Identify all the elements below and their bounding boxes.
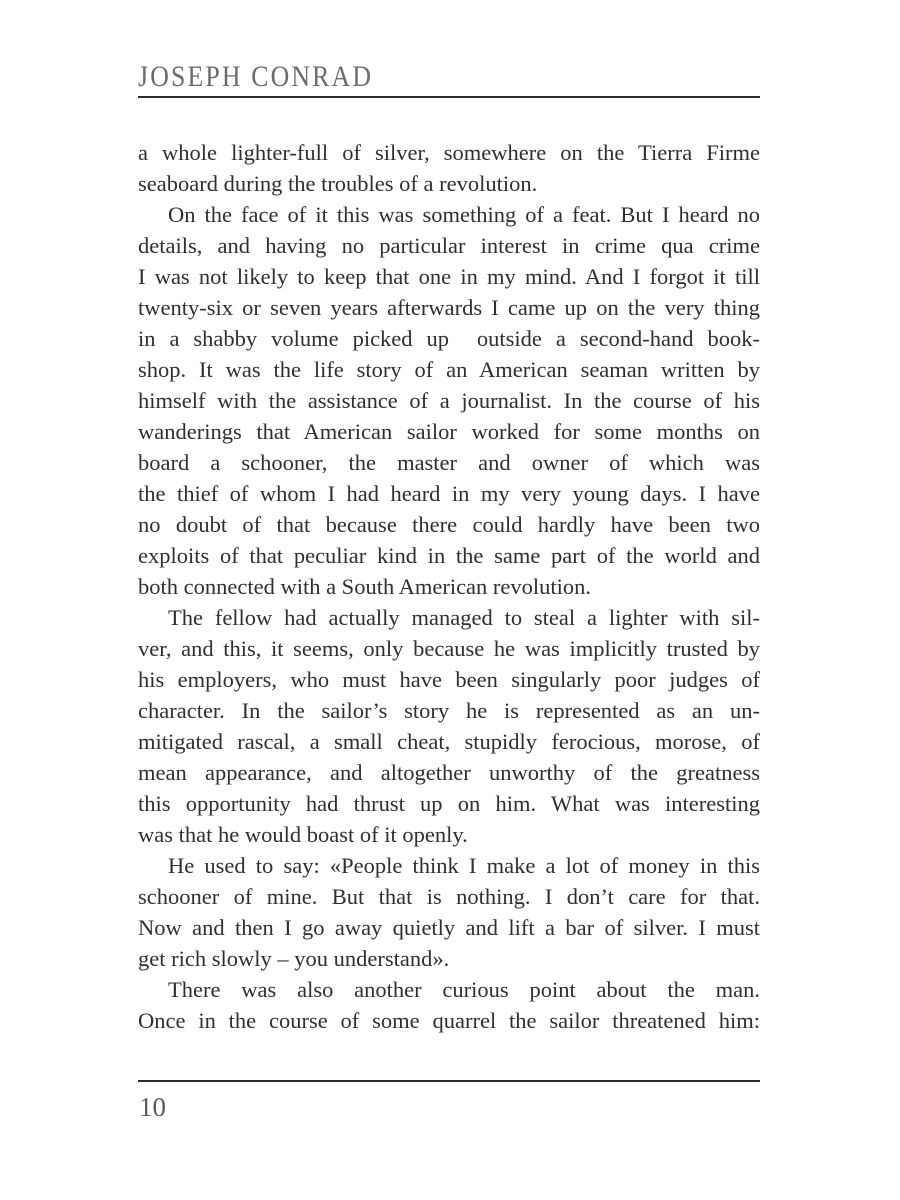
text-line: exploits of that peculiar kind in the same part of the world and [138, 543, 760, 568]
text-line: character. In the sailor’s story he is represented as an un- [138, 698, 760, 723]
text-line: There was also another curious point about the man. [168, 977, 760, 1002]
text-line: Now and then I go away quietly and lift a bar of silver. I must [138, 915, 760, 940]
page-number: 10 [139, 1092, 166, 1122]
text-line: shop. It was the life story of an American seaman written by [138, 357, 760, 382]
text-line: himself with the assistance of a journalist. In the course of his [138, 388, 760, 413]
text-line: Once in the course of some quarrel the sailor threatened him: [138, 1008, 760, 1033]
text-line: his employers, who must have been singularly poor judges of [138, 667, 760, 692]
page-text [138, 137, 760, 1036]
text-line: On the face of it this was something of a feat. But I heard no [168, 202, 760, 227]
text-line: wanderings that American sailor worked for some months on [138, 419, 760, 444]
footer-rule [138, 1080, 760, 1082]
text-line: get rich slowly – you understand». [138, 946, 450, 971]
author-name: JOSEPH CONRAD [138, 60, 374, 93]
text-line: both connected with a South American revolution. [138, 574, 592, 599]
text-line: a whole lighter-full of silver, somewhere on the Tierra Firme [138, 140, 760, 165]
text-line: mitigated rascal, a small cheat, stupidly ferocious, morose, of [138, 729, 760, 754]
running-header [138, 60, 760, 94]
text-line: the thief of whom I had heard in my very young days. I have [138, 481, 760, 506]
text-line: details, and having no particular interest in crime qua crime [138, 233, 760, 258]
text-line: board a schooner, the master and owner of which was [138, 450, 760, 475]
text-line: He used to say: «People think I make a lot of money in this [168, 853, 760, 878]
text-line: I was not likely to keep that one in my mind. And I forgot it till [138, 264, 760, 289]
text-line: schooner of mine. But that is nothing. I don’t care for that. [138, 884, 760, 909]
text-line: The fellow had actually managed to steal a lighter with sil- [168, 605, 760, 630]
text-line: ver, and this, it seems, only because he was implicitly trusted by [138, 636, 760, 661]
text-line: was that he would boast of it openly. [138, 822, 468, 847]
text-line: twenty-six or seven years afterwards I came up on the very thing [138, 295, 760, 320]
text-line: seaboard during the troubles of a revolution. [138, 171, 538, 196]
text-line: no doubt of that because there could hardly have been two [138, 512, 760, 537]
header-rule [138, 96, 760, 98]
text-line: in a shabby volume picked up outside a second-hand book- [138, 326, 760, 351]
text-line: this opportunity had thrust up on him. What was interesting [138, 791, 760, 816]
text-line: mean appearance, and altogether unworthy of the greatness [138, 760, 760, 785]
